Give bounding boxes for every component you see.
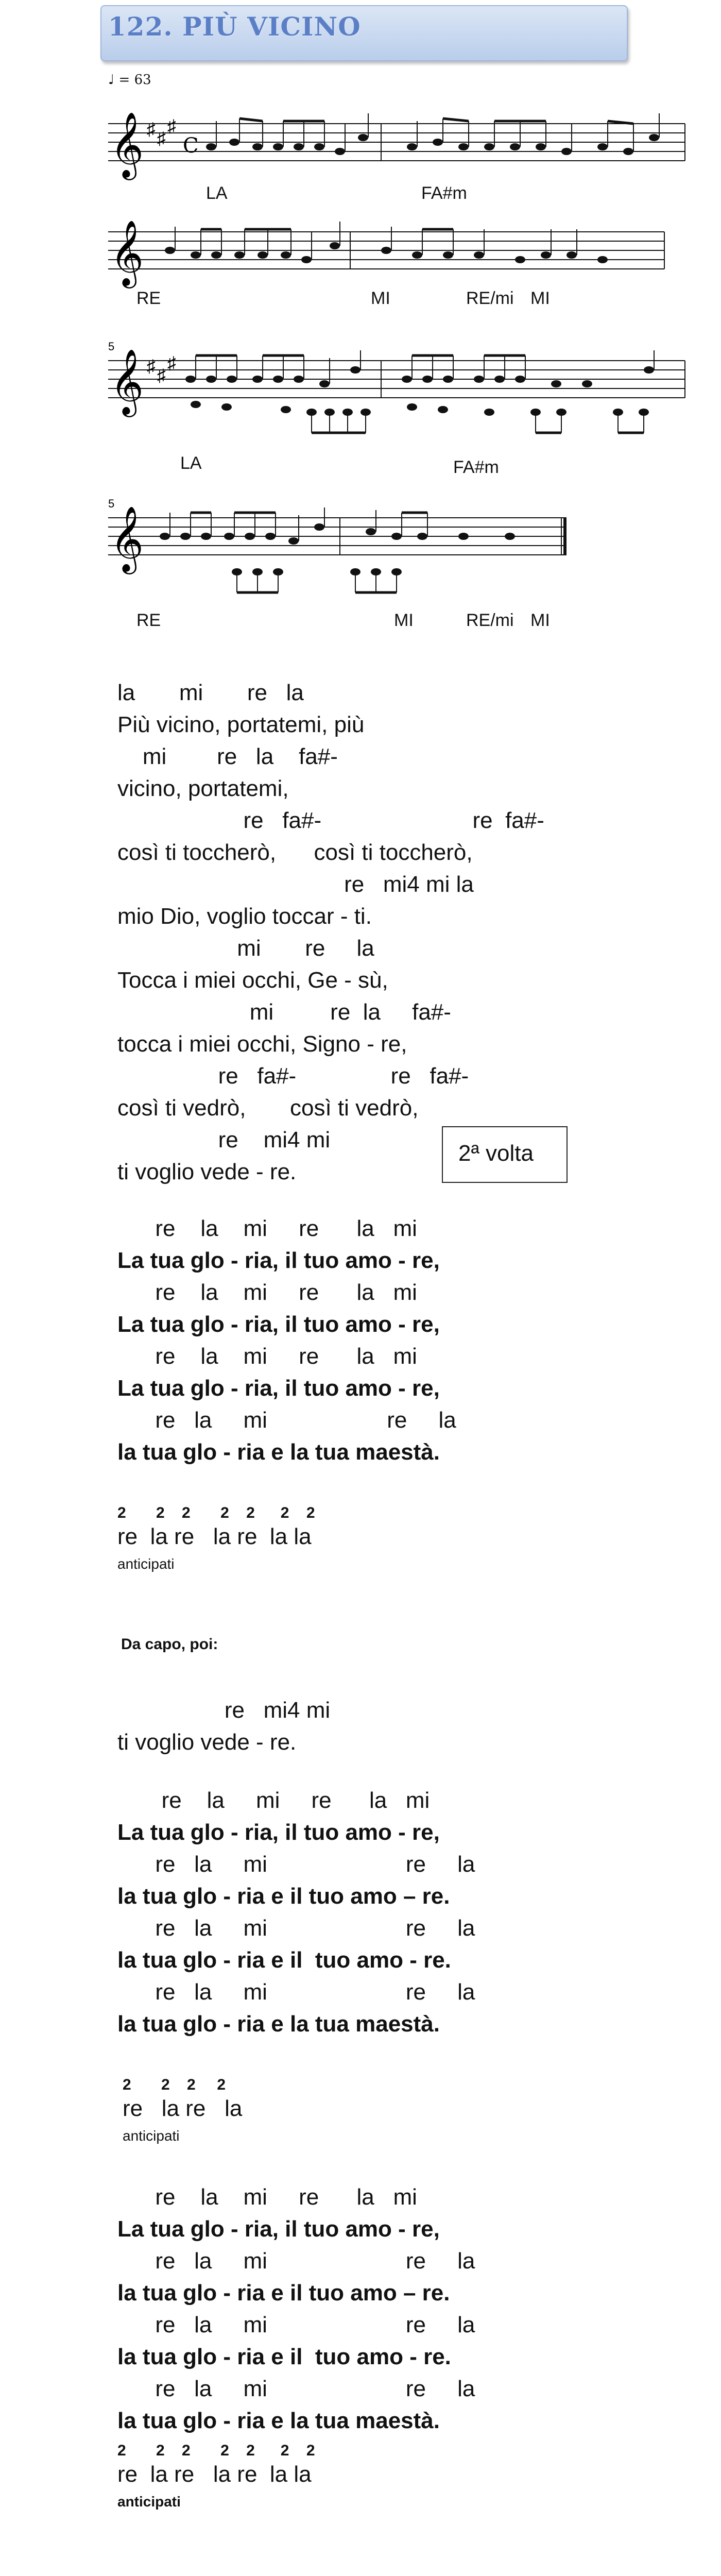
score-chord-label: RE <box>136 289 161 308</box>
anticipati-numbers: 2 2 2 2 2 2 2 <box>117 2442 315 2459</box>
score-chord-label: LA <box>206 183 228 203</box>
lyric-line: la tua glo - ria e la tua maestà. <box>117 2011 440 2037</box>
score-chord-label: MI <box>530 289 550 308</box>
chord-line: re la mi re la mi <box>117 1788 430 1813</box>
svg-text:C: C <box>183 134 199 158</box>
lyric-line: La tua glo - ria, il tuo amo - re, <box>117 1312 440 1337</box>
chord-line: re la mi re la mi <box>117 1280 417 1305</box>
chord-line: la mi re la <box>117 680 304 705</box>
chord-line: re la mi re la mi <box>117 1344 417 1369</box>
lyric-line: così ti vedrò, così ti vedrò, <box>117 1095 419 1121</box>
anticipati-label: anticipati <box>123 2128 180 2144</box>
anticipati-chords: re la re la re la la <box>117 2462 312 2487</box>
score-chord-label: LA <box>180 453 202 473</box>
lyric-line: Tocca i miei occhi, Ge - sù, <box>117 968 388 993</box>
anticipati-chords: re la re la <box>123 2096 243 2121</box>
second-time-label: 2ª volta <box>458 1141 534 1166</box>
lyric-line: la tua glo - ria e il tuo amo - re. <box>117 1947 451 1973</box>
lyric-line: ti voglio vede - re. <box>117 1159 297 1184</box>
music-staff-3 <box>108 330 690 448</box>
music-staff-2 <box>108 211 690 299</box>
anticipati-numbers: 2 2 2 2 <box>123 2076 226 2093</box>
chord-line: re mi4 mi <box>117 1698 331 1723</box>
lyric-line: La tua glo - ria, il tuo amo - re, <box>117 2216 440 2242</box>
lyric-line: la tua glo - ria e il tuo amo – re. <box>117 2280 450 2306</box>
second-time-box <box>442 1126 568 1183</box>
svg-text:♯: ♯ <box>157 366 166 385</box>
lyric-line: così ti toccherò, così ti toccherò, <box>117 840 473 865</box>
lyric-line: vicino, portatemi, <box>117 776 289 801</box>
svg-text:𝄞: 𝄞 <box>110 219 144 285</box>
chord-line: re la mi re la <box>117 1852 475 1877</box>
lyric-line: ti voglio vede - re. <box>117 1730 297 1755</box>
lyric-line: La tua glo - ria, il tuo amo - re, <box>117 1820 440 1845</box>
chord-line: re fa#- re fa#- <box>117 808 544 833</box>
score-chord-label: RE/mi <box>466 611 514 630</box>
chord-line: mi re la <box>117 936 374 961</box>
lyric-line: la tua glo - ria e la tua maestà. <box>117 2408 440 2433</box>
chord-line: mi re la fa#- <box>117 999 451 1025</box>
score-chord-label: FA#m <box>453 457 499 477</box>
svg-text:𝄞: 𝄞 <box>110 505 144 571</box>
da-capo-label: Da capo, poi: <box>121 1636 218 1653</box>
lyric-line: la tua glo - ria e il tuo amo – re. <box>117 1884 450 1909</box>
score-chord-label: MI <box>371 289 390 308</box>
music-staff-4 <box>108 487 690 605</box>
lyric-line: tocca i miei occhi, Signo - re, <box>117 1031 407 1057</box>
svg-text:♯: ♯ <box>167 353 176 373</box>
lyric-line: la tua glo - ria e il tuo amo - re. <box>117 2344 451 2369</box>
chord-line: re la mi re la mi <box>117 1216 417 1241</box>
svg-text:♯: ♯ <box>147 357 156 376</box>
score-chord-label: RE/mi <box>466 289 514 308</box>
anticipati-numbers: 2 2 2 2 2 2 2 <box>117 1504 315 1521</box>
lyric-line: La tua glo - ria, il tuo amo - re, <box>117 1376 440 1401</box>
chord-line: re la mi re la <box>117 2248 475 2274</box>
chord-line: re la mi re la <box>117 1408 456 1433</box>
svg-text:♯: ♯ <box>157 129 166 148</box>
svg-text:♯: ♯ <box>167 116 176 136</box>
chord-line: re fa#- re fa#- <box>117 1063 469 1089</box>
svg-text:5: 5 <box>108 340 115 353</box>
music-staff-1 <box>108 103 690 196</box>
chord-line: re la mi re la <box>117 1916 475 1941</box>
svg-text:♯: ♯ <box>147 120 156 139</box>
chord-line: re mi4 mi la <box>117 872 474 897</box>
lyric-line: La tua glo - ria, il tuo amo - re, <box>117 1248 440 1273</box>
anticipati-chords: re la re la re la la <box>117 1524 312 1549</box>
chord-line: re la mi re la <box>117 1979 475 2005</box>
score-chord-label: MI <box>530 611 550 630</box>
svg-text:𝄞: 𝄞 <box>110 111 144 177</box>
svg-text:5: 5 <box>108 497 115 510</box>
svg-text:𝄞: 𝄞 <box>110 348 144 414</box>
chord-line: re mi4 mi <box>117 1127 331 1153</box>
tempo-marking: ♩ = 63 <box>108 72 151 88</box>
lyric-line: la tua glo - ria e la tua maestà. <box>117 1439 440 1465</box>
chord-line: mi re la fa#- <box>117 744 338 769</box>
anticipati-label: anticipati <box>117 1556 175 1572</box>
lyric-line: mio Dio, voglio toccar - ti. <box>117 904 372 929</box>
anticipati-label: anticipati <box>117 2494 181 2510</box>
lyric-line: Più vicino, portatemi, più <box>117 712 365 737</box>
page-title: 122. PIÙ VICINO <box>108 11 361 42</box>
score-chord-label: RE <box>136 611 161 630</box>
chord-line: re la mi re la <box>117 2376 475 2401</box>
chord-line: re la mi re la mi <box>117 2184 417 2210</box>
chord-line: re la mi re la <box>117 2312 475 2337</box>
score-chord-label: FA#m <box>421 183 467 203</box>
score-chord-label: MI <box>394 611 414 630</box>
